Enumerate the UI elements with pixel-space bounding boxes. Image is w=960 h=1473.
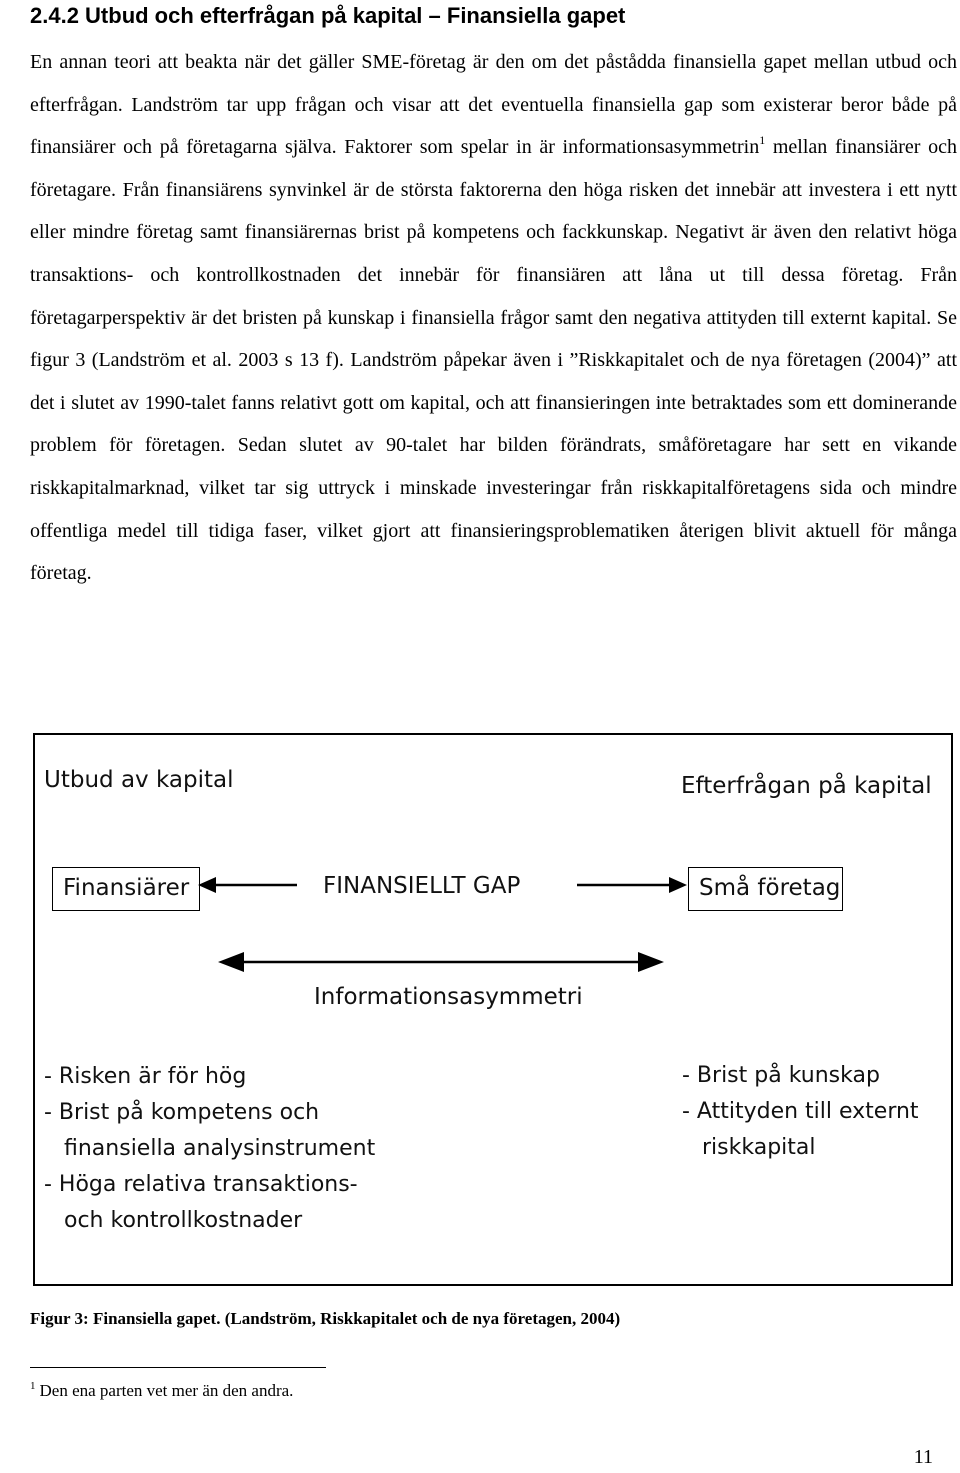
lender-factors-list xyxy=(44,1059,375,1239)
lender-factor-item: - Brist på kompetens och xyxy=(44,1100,320,1125)
right-gap-arrowhead xyxy=(669,877,687,893)
entrepreneur-factor-item: - Attityden till externt xyxy=(682,1099,919,1124)
lender-factor-item: och kontrollkostnader xyxy=(64,1208,303,1233)
small-businesses-box: Små företag xyxy=(688,867,843,911)
asymmetry-arrowhead-left xyxy=(218,952,244,972)
entrepreneur-factor-item: riskkapital xyxy=(702,1135,816,1160)
paragraph-text-part-2: mellan finansiärer och företagare. Från finansiärens synvinkel är de största faktorerna den höga risken det innebär att investera i ett nytt eller mindre företag samt finansiärernas brist på kompetens och fackkunskap. Negativt är även den relativt höga transaktions- och kontrollkostnaden det innebär för finansiären att låna ut till dessa företag. Från företagarperspektiv är det bristen på kunskap i finansiella frågor samt den negativa attityden till externt kapital. Se figur 3 (Landström et al. 2003 s 13 f). Landström påpekar även i ”Riskkapitalet och de nya företagen (2004)” att det i slutet av 1990-talet fanns relativt gott om kapital, och att finansieringen inte betraktades som ett dominerande problem för företagen. Sedan slutet av 90-talet har bilden förändrats, småföretagare har sett en vikande riskkapitalmarknad, vilket tar sig uttryck i minskade investeringar från riskkapitalföretagens sida och mindre offentliga medel till tidiga faser, vilket gjort att finansieringsproblematiken återigen blivit aktuell för många företag. xyxy=(30,136,958,585)
lenders-box: Finansiärer xyxy=(52,867,200,911)
figure-caption xyxy=(30,1308,620,1330)
footnote-text: Den ena parten vet mer än den andra. xyxy=(39,1381,294,1400)
entrepreneur-factor-item: - Brist på kunskap xyxy=(682,1063,880,1088)
body-paragraph xyxy=(30,41,957,595)
information-asymmetry-label: Informationsasymmetri xyxy=(314,984,583,1010)
footnote-reference[interactable]: 1 xyxy=(759,133,766,148)
figure-caption-title: Figur 3: Finansiella gapet. xyxy=(30,1309,221,1328)
left-gap-arrowhead xyxy=(198,877,216,893)
section-heading: 2.4.2 Utbud och efterfrågan på kapital – Finansiella gapet xyxy=(30,3,626,28)
figure-caption-source: (Landström, Riskkapitalet och de nya företagen, 2004) xyxy=(220,1309,621,1328)
lender-factor-item: - Risken är för hög xyxy=(44,1064,247,1089)
demand-for-capital-title: Efterfrågan på kapital xyxy=(681,773,932,799)
footnote-marker: 1 xyxy=(30,1380,36,1392)
supply-of-capital-title: Utbud av kapital xyxy=(44,767,234,793)
lender-factor-item: - Höga relativa transaktions- xyxy=(44,1172,358,1197)
footnote-divider xyxy=(30,1367,326,1368)
page-number: 11 xyxy=(913,1446,933,1468)
footnote xyxy=(30,1380,293,1402)
paragraph-text-part-1: En annan teori att beakta när det gäller SME-företag är den om det påstådda finansiella gapet mellan utbud och efterfrågan. Landström tar upp frågan och visar att det eventuella finansiella gap som existerar beror både på finansiärer och på företagarna själva. Faktorer som spelar in är informationsasymmetrin xyxy=(30,51,957,159)
figure-financial-gap xyxy=(33,733,953,1286)
lender-factor-item: finansiella analysinstrument xyxy=(64,1136,376,1161)
asymmetry-arrowhead-right xyxy=(638,952,664,972)
financial-gap-label: FINANSIELLT GAP xyxy=(323,873,521,899)
entrepreneur-factors-list xyxy=(682,1058,919,1166)
